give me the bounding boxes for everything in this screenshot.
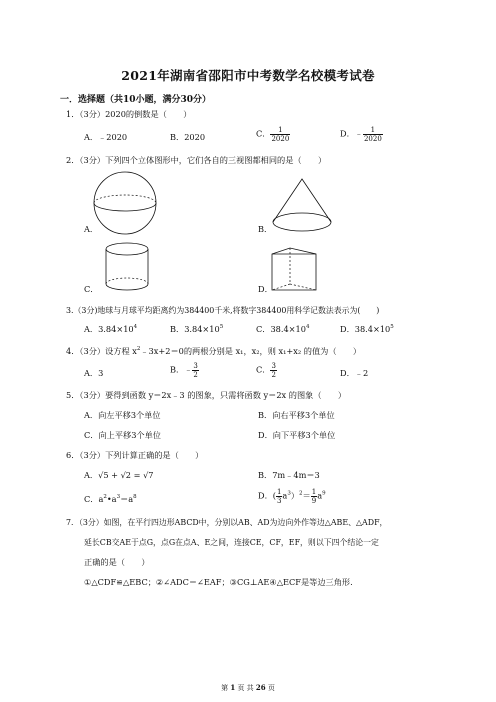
q3-option-c: C．$38.4\times 10^4$ bbox=[256, 324, 310, 334]
q5-option-a: A．向左平移3个单位 bbox=[84, 410, 161, 420]
q5-option-b: B．向右平移3个单位 bbox=[258, 410, 335, 420]
q1-option-a: A．﹣2020 bbox=[84, 132, 128, 142]
q1-option-c: C． $\frac{1}{2020}$ bbox=[256, 126, 290, 143]
question-7-line-2: 延长CB交AE于点G，点G在点A、E之间，连接CE，CF，EF，则以下四个结论一定 bbox=[84, 538, 379, 547]
q6-option-d: D．( $\frac{1}{3}$ $a^3)^2=$ $\frac{1}{9}$ $a^9$ bbox=[258, 488, 326, 505]
q3-option-b: B．$3.84\times 10^5$ bbox=[170, 324, 224, 334]
triangular-prism-figure bbox=[270, 246, 326, 298]
q6-option-c: C．$a^2•a^3=a^8$ bbox=[84, 494, 137, 504]
sphere-figure bbox=[88, 170, 168, 236]
q6-option-a: A．√5 + √2 = √7 bbox=[84, 470, 154, 480]
page-title: 2021年湖南省邵阳市中考数学名校模考试卷 bbox=[121, 68, 375, 83]
q5-option-d: D．向下平移3个单位 bbox=[258, 430, 336, 440]
question-7-line-1: 7．（3分）如图，在平行四边形ABCD中，分别以AB、AD为边向外作等边△ABE、△ADF， bbox=[66, 518, 388, 527]
q2-option-d: D． bbox=[258, 284, 273, 294]
section-heading: 一．选择题（共10小题，满分30分） bbox=[60, 95, 212, 105]
q1-option-b: B．2020 bbox=[170, 132, 206, 142]
q2-option-c: C． bbox=[84, 284, 99, 294]
question-4-stem: 4．（3分）设方程 $x^2﹣3x+2=0$的两根分别是 x₁，x₂，则 x₁+x₂ 的值为（ ） bbox=[66, 346, 362, 356]
q2-option-b: B． bbox=[258, 224, 273, 234]
question-3-stem: 3.（3分)地球与月球平均距离约为384400千米,将数字384400用科学记数法表示为( ) bbox=[66, 306, 380, 315]
question-7-line-3: 正确的是（ ） bbox=[84, 557, 150, 567]
cone-figure bbox=[270, 176, 340, 238]
question-5-stem: 5．（3分）要得到函数 y＝2x﹣3 的图象，只需将函数 y＝2x 的图象（ ） bbox=[66, 390, 347, 400]
q6-option-b: B．7m﹣4m＝3 bbox=[258, 470, 320, 480]
q3-option-d: D．$38.4\times 10^5$ bbox=[340, 324, 394, 334]
cylinder-figure bbox=[104, 242, 156, 294]
question-7-statements: ①△CDF≌△EBC；②∠ADC＝∠EAF；③CG⊥AE④△ECF是等边三角形. bbox=[84, 577, 353, 587]
q3-option-a: A．$3.84\times 10^4$ bbox=[84, 324, 138, 334]
q2-option-a: A． bbox=[84, 224, 99, 234]
q5-option-c: C．向上平移3个单位 bbox=[84, 430, 161, 440]
q4-option-d: D．﹣2 bbox=[340, 368, 369, 378]
question-2-stem: 2．（3分）下列四个立体图形中，它们各自的三视图都相同的是（ ） bbox=[66, 155, 327, 165]
question-1-stem: 1．（3分）2020的倒数是（ ） bbox=[66, 109, 192, 119]
page-footer: 第 1 页 共 26 页 bbox=[221, 683, 275, 692]
q1-option-d: D．﹣ $\frac{1}{2020}$ bbox=[340, 126, 382, 143]
question-6-stem: 6．（3分）下列计算正确的是（ ） bbox=[66, 450, 204, 460]
q4-option-a: A．3 bbox=[84, 368, 104, 378]
q4-option-c: C． $\frac{3}{2}$ bbox=[256, 362, 276, 379]
q4-option-b: B．﹣ $\frac{3}{2}$ bbox=[170, 362, 198, 379]
